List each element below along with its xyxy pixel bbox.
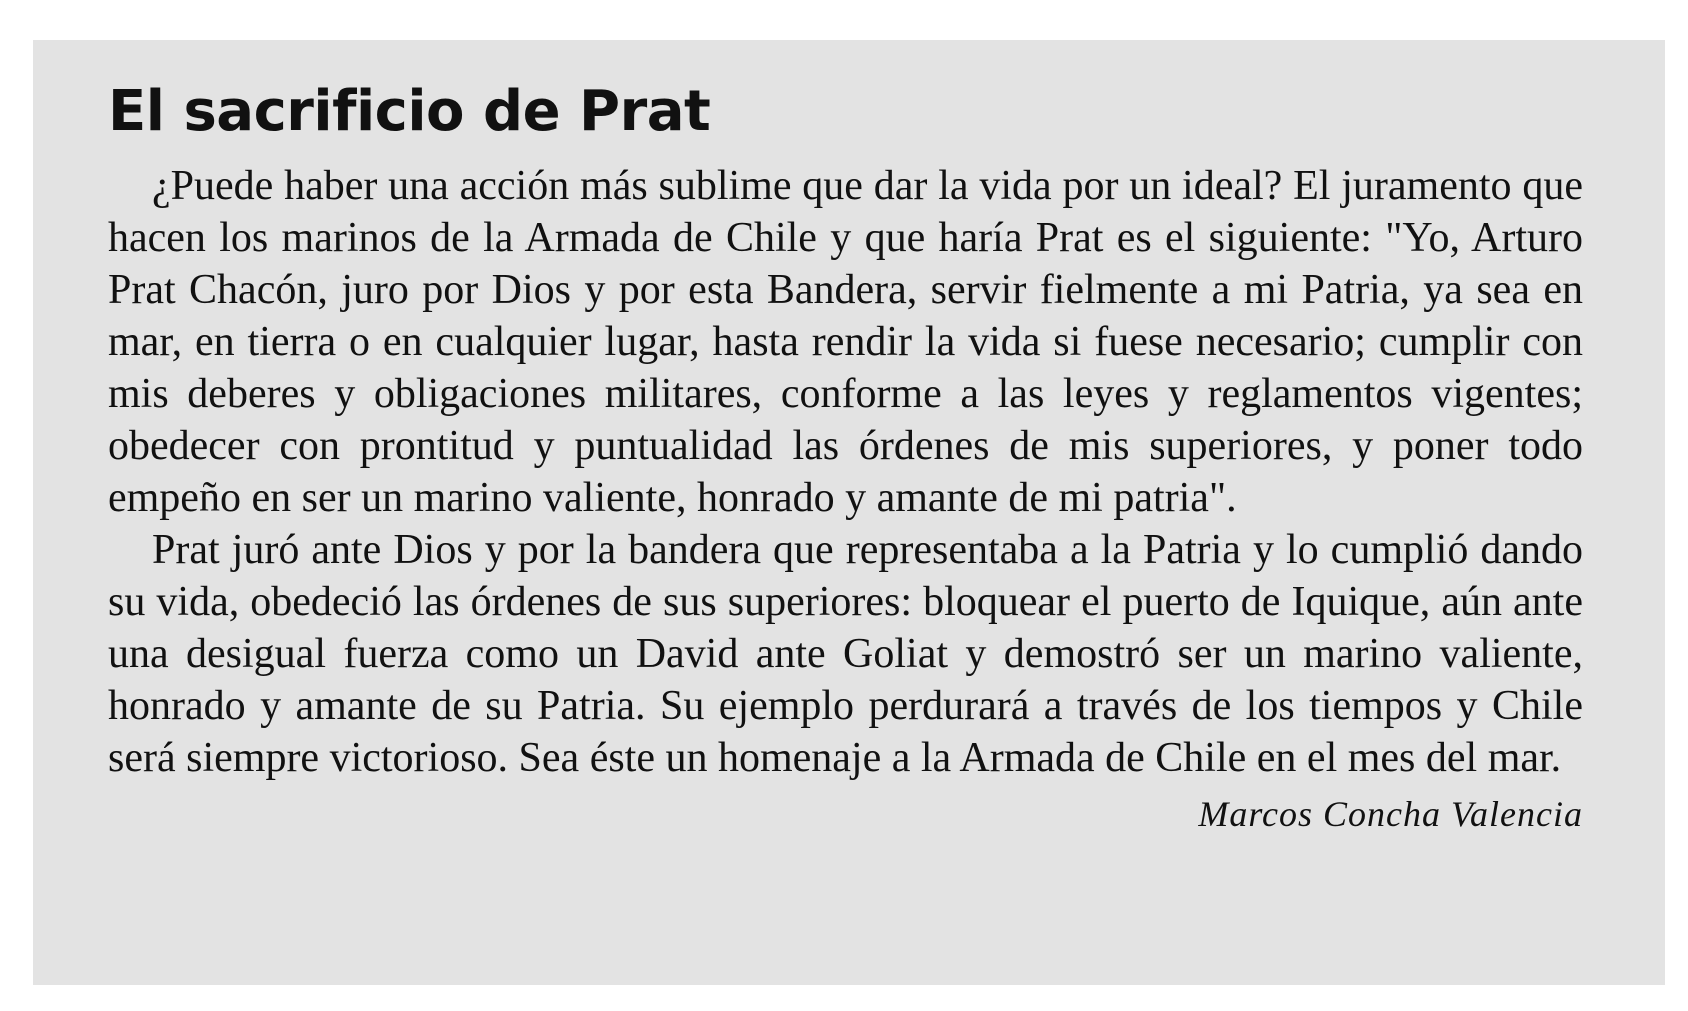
author-signature: Marcos Concha Valencia <box>1198 794 1583 834</box>
article-title: El sacrificio de Prat <box>108 79 711 144</box>
article-paragraph-2: Prat juró ante Dios y por la bandera que representaba a la Patria y lo cumplió dando su vida, obedeció las órdenes de sus superiores: bloquear el puerto de Iquique, aún ante una desigual fuerza como un David ante Goliat y demostró ser un marino valiente, honrado y amante de su Patria. Su ejemplo perdurará a través de los tiempos y Chile será siempre victorioso. Sea éste un homenaje a la Armada de Chile en el mes del mar. <box>108 527 1583 781</box>
article-content <box>108 70 1583 840</box>
article-paragraph-1: ¿Puede haber una acción más sublime que dar la vida por un ideal? El juramento que hacen los marinos de la Armada de Chile y que haría Prat es el siguiente: "Yo, Arturo Prat Chacón, juro por Dios y por esta Bandera, servir fielmente a mi Patria, ya sea en mar, en tierra o en cualquier lugar, hasta rendir la vida si fuese necesario; cumplir con mis deberes y obligaciones militares, conforme a las leyes y reglamentos vigentes; obedecer con prontitud y puntualidad las órdenes de mis superiores, y poner todo empeño en ser un marino valiente, honrado y amante de mi patria". <box>108 163 1583 521</box>
article-panel <box>33 40 1665 985</box>
